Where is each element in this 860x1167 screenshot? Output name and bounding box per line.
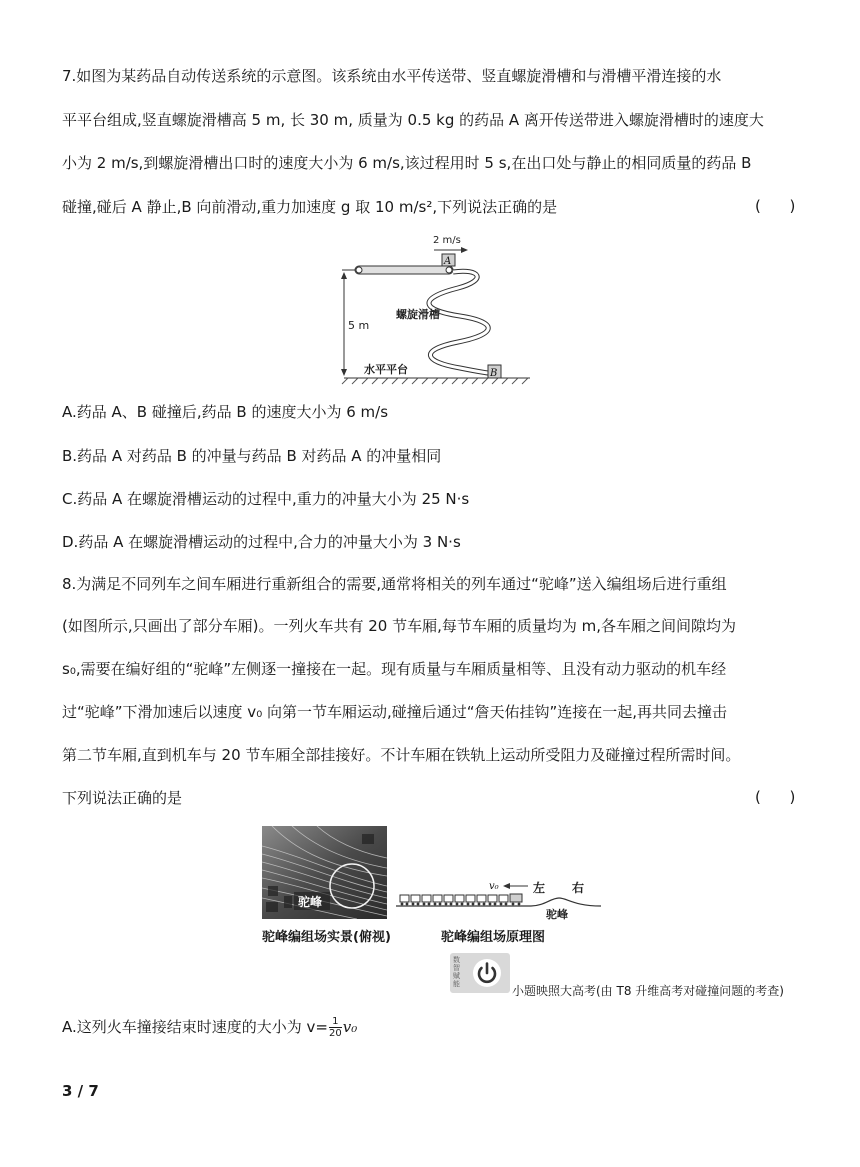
q7-line-3: 小为 2 m/s,到螺旋滑槽出口时的速度大小为 6 m/s,该过程用时 5 s,在出口处与静止的相同质量的药品 B bbox=[62, 154, 752, 172]
q8-option-a-prefix: A.这列火车撞接结束时速度的大小为 v= bbox=[62, 1018, 328, 1036]
exam-link-note: 小题映照大高考(由 T8 升维高考对碰撞问题的考查) bbox=[512, 984, 784, 998]
caption-photo: 驼峰编组场实景(俯视) bbox=[262, 930, 391, 945]
q8-line-3: s₀,需要在编好组的“驼峰”左侧逐一撞接在一起。现有质量与车厢质量相等、且没有动力驱动的机车经 bbox=[62, 660, 727, 678]
q7-option-a: A.药品 A、B 碰撞后,药品 B 的速度大小为 6 m/s bbox=[62, 403, 389, 421]
q8-line-5: 第二节车厢,直到机车与 20 节车厢全部挂接好。不计车厢在铁轨上运动所受阻力及碰撞过程所需时间。 bbox=[62, 746, 741, 764]
q7-line-2: 平平台组成,竖直螺旋滑槽高 5 m, 长 30 m, 质量为 0.5 kg 的药品 A 离开传送带进入螺旋滑槽时的速度大 bbox=[62, 111, 764, 129]
q8-line-4: 过“驼峰”下滑加速后以速度 v₀ 向第一节车厢运动,碰撞后通过“詹天佑挂钩”连接在一起,再共同去撞击 bbox=[62, 703, 728, 721]
caption-diagram: 驼峰编组场原理图 bbox=[441, 930, 546, 945]
photo-hump-label: 驼峰 bbox=[298, 895, 323, 909]
q7-answer-paren: ( ) bbox=[755, 197, 796, 215]
q8-option-a-suffix: v₀ bbox=[342, 1018, 358, 1036]
diagram-right-label: 右 bbox=[572, 881, 585, 895]
conveyor-chute-figure bbox=[330, 228, 540, 388]
q8-option-a bbox=[62, 1016, 357, 1039]
power-icon bbox=[472, 958, 502, 988]
hump-yard-photo bbox=[262, 826, 387, 919]
hump-yard-diagram bbox=[396, 876, 601, 921]
fraction-numerator: 1 bbox=[329, 1016, 342, 1028]
diagram-v0-label: v₀ bbox=[489, 881, 499, 892]
q7-option-c: C.药品 A 在螺旋滑槽运动的过程中,重力的冲量大小为 25 N·s bbox=[62, 490, 470, 508]
diagram-left-label: 左 bbox=[533, 881, 546, 895]
smart-empower-badge[interactable] bbox=[450, 953, 510, 993]
q8-line-6: 下列说法正确的是 bbox=[62, 789, 183, 807]
diagram-hump-label: 驼峰 bbox=[546, 908, 568, 921]
q7-line-4: 碰撞,碰后 A 静止,B 向前滑动,重力加速度 g 取 10 m/s²,下列说法正确的是 bbox=[62, 198, 558, 216]
platform-label: 水平平台 bbox=[364, 363, 408, 376]
chute-label: 螺旋滑槽 bbox=[396, 308, 440, 321]
q8-line-2: (如图所示,只画出了部分车厢)。一列火车共有 20 节车厢,每节车厢的质量均为 m,各车厢之间间隙均为 bbox=[62, 617, 737, 635]
speed-label: 2 m/s bbox=[433, 235, 461, 246]
height-label: 5 m bbox=[348, 319, 370, 332]
fraction-1-20 bbox=[329, 1016, 342, 1039]
box-a-label: A bbox=[444, 256, 452, 267]
q8-answer-paren: ( ) bbox=[755, 788, 796, 806]
box-b-label: B bbox=[490, 368, 498, 379]
page-number: 3 / 7 bbox=[62, 1082, 99, 1100]
fraction-denominator: 20 bbox=[328, 1028, 342, 1039]
q8-line-1: 8.为满足不同列车之间车厢进行重新组合的需要,通常将相关的列车通过“驼峰”送入编组场后进行重组 bbox=[62, 575, 727, 593]
q7-line-1: 7.如图为某药品自动传送系统的示意图。该系统由水平传送带、竖直螺旋滑槽和与滑槽平滑连接的水 bbox=[62, 67, 722, 85]
q7-option-d: D.药品 A 在螺旋滑槽运动的过程中,合力的冲量大小为 3 N·s bbox=[62, 533, 461, 551]
badge-text: 数智赋能 bbox=[453, 956, 460, 988]
q7-option-b: B.药品 A 对药品 B 的冲量与药品 B 对药品 A 的冲量相同 bbox=[62, 447, 442, 465]
